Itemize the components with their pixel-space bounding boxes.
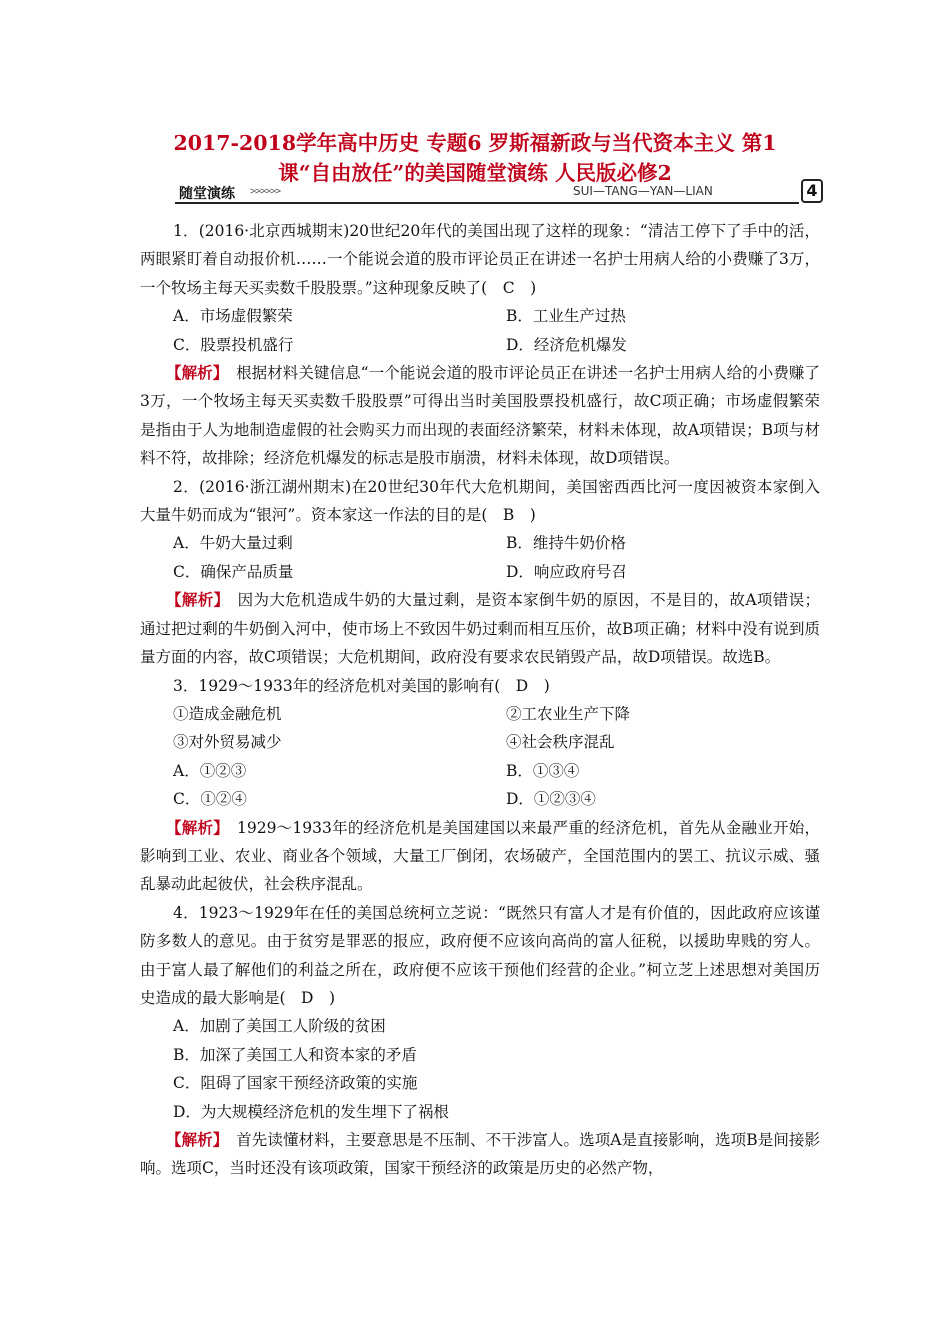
question-1-option-d: D．经济危机爆发 <box>506 335 627 354</box>
question-4-analysis <box>140 1126 820 1183</box>
question-2-option-c: C．确保产品质量 <box>173 562 294 581</box>
section-banner <box>175 181 823 205</box>
question-1-stem: 1．(2016·北京西城期末)20世纪20年代的美国出现了这样的现象：“清洁工停下了手中的活，两眼紧盯着自动报价机……一个能说会道的股市评论员正在讲述一名护士用病人给的小费赚了3万，一个牧场主每天买卖数千股股票。”这种现象反映了( C ) <box>140 222 820 297</box>
question-3-analysis-text: 1929～1933年的经济危机是美国建国以来最严重的经济危机，首先从金融业开始，影响到工业、农业、商业各个领域，大量工厂倒闭，农场破产，全国范围内的罢工、抗议示威、骚乱暴动此起彼伏，社会秩序混乱。 <box>140 818 820 894</box>
question-3-option-c: C．①②④ <box>173 790 247 809</box>
question-1-options-row-2 <box>140 331 820 359</box>
question-1-option-a: A．市场虚假繁荣 <box>173 307 293 326</box>
question-1-analysis-text: 根据材料关键信息“一个能说会道的股市评论员正在讲述一名护士用病人给的小费赚了3万，一个牧场主每天买卖数千股股票”可得出当时美国股票投机盛行，故C项正确；市场虚假繁荣是指由于人为地制造虚假的社会购买力而出现的表面经济繁荣，材料未体现，故A项错误；B项与材料不符，故排除；经济危机爆发的标志是股市崩溃，材料未体现，故D项错误。 <box>140 364 820 468</box>
question-2-option-a: A．牛奶大量过剩 <box>173 534 293 553</box>
question-2-option-d: D．响应政府号召 <box>506 562 627 581</box>
banner-rule <box>175 202 799 204</box>
question-3-item-4: ④社会秩序混乱 <box>506 733 615 752</box>
question-1-option-c: C．股票投机盛行 <box>173 335 294 354</box>
question-3-options-row-1 <box>140 757 820 785</box>
analysis-tag: 【解析】 <box>166 363 221 383</box>
banner-arrows: >>>>>> <box>250 186 281 197</box>
question-1-option-b: B．工业生产过热 <box>506 307 626 326</box>
question-3-stem: 3．1929～1933年的经济危机对美国的影响有( D ) <box>173 676 550 695</box>
question-3-item-1: ①造成金融危机 <box>173 704 282 723</box>
question-3-item-2: ②工农业生产下降 <box>506 704 631 723</box>
question-3-option-b: B．①③④ <box>506 761 580 780</box>
banner-badge: 4 <box>801 179 823 203</box>
question-2-stem: 2．(2016·浙江湖州期末)在20世纪30年代大危机期间，美国密西西比河一度因被资本家倒入大量牛奶而成为“银河”。资本家这一作法的目的是( B ) <box>140 477 820 525</box>
question-1-analysis <box>140 359 820 473</box>
question-4-option-b: B．加深了美国工人和资本家的矛盾 <box>173 1045 417 1064</box>
question-3-analysis <box>140 814 820 899</box>
analysis-tag: 【解析】 <box>166 590 222 610</box>
question-1-options-row-1 <box>140 302 820 330</box>
question-3-options-row-2 <box>140 785 820 813</box>
question-2-option-b: B．维持牛奶价格 <box>506 534 626 553</box>
analysis-tag: 【解析】 <box>166 817 222 837</box>
question-2-options-row-1 <box>140 529 820 557</box>
page-title <box>120 128 830 188</box>
question-3-option-a: A．①②③ <box>173 761 247 780</box>
question-4-option-c: C．阻碍了国家干预经济政策的实施 <box>173 1074 418 1093</box>
analysis-tag: 【解析】 <box>166 1130 221 1149</box>
question-3-item-3: ③对外贸易减少 <box>173 733 282 752</box>
banner-pinyin: SUI—TANG—YAN—LIAN <box>573 184 713 198</box>
banner-label: 随堂演练 <box>179 186 235 202</box>
question-4-analysis-text: 首先读懂材料，主要意思是不压制、不干涉富人。选项A是直接影响，选项B是间接影响。选项C，当时还没有该项政策，国家干预经济的政策是历史的必然产物， <box>140 1131 820 1178</box>
question-list <box>140 217 820 1183</box>
question-4-option-a: A．加剧了美国工人阶级的贫困 <box>173 1017 386 1036</box>
question-2-analysis <box>140 586 820 671</box>
question-2-options-row-2 <box>140 558 820 586</box>
question-4-stem: 4．1923～1929年在任的美国总统柯立芝说：“既然只有富人才是有价值的，因此政府应该谨防多数人的意见。由于贫穷是罪恶的报应，政府便不应该向高尚的富人征税，以援助卑贱的穷人。由于富人最了解他们的利益之所在，政府便不应该干预他们经营的企业。”柯立芝上述思想对美国历史造成的最大影响是( D ) <box>140 903 820 1007</box>
question-2-analysis-text: 因为大危机造成牛奶的大量过剩，是资本家倒牛奶的原因，不是目的，故A项错误；通过把过剩的牛奶倒入河中，使市场上不致因牛奶过剩而相互压价，故B项正确；材料中没有说到质量方面的内容，故C项错误；大危机期间，政府没有要求农民销毁产品，故D项错误。故选B。 <box>140 591 820 667</box>
question-4-option-d: D．为大规模经济危机的发生埋下了祸根 <box>173 1102 449 1121</box>
question-3-option-d: D．①②③④ <box>506 790 596 809</box>
question-3-items-row-2 <box>140 728 820 756</box>
title-line-1: 2017-2018学年高中历史 专题6 罗斯福新政与当代资本主义 第1 <box>173 131 777 155</box>
question-3-items-row-1 <box>140 700 820 728</box>
title-line-2: 课“自由放任”的美国随堂演练 人民版必修2 <box>278 161 672 185</box>
